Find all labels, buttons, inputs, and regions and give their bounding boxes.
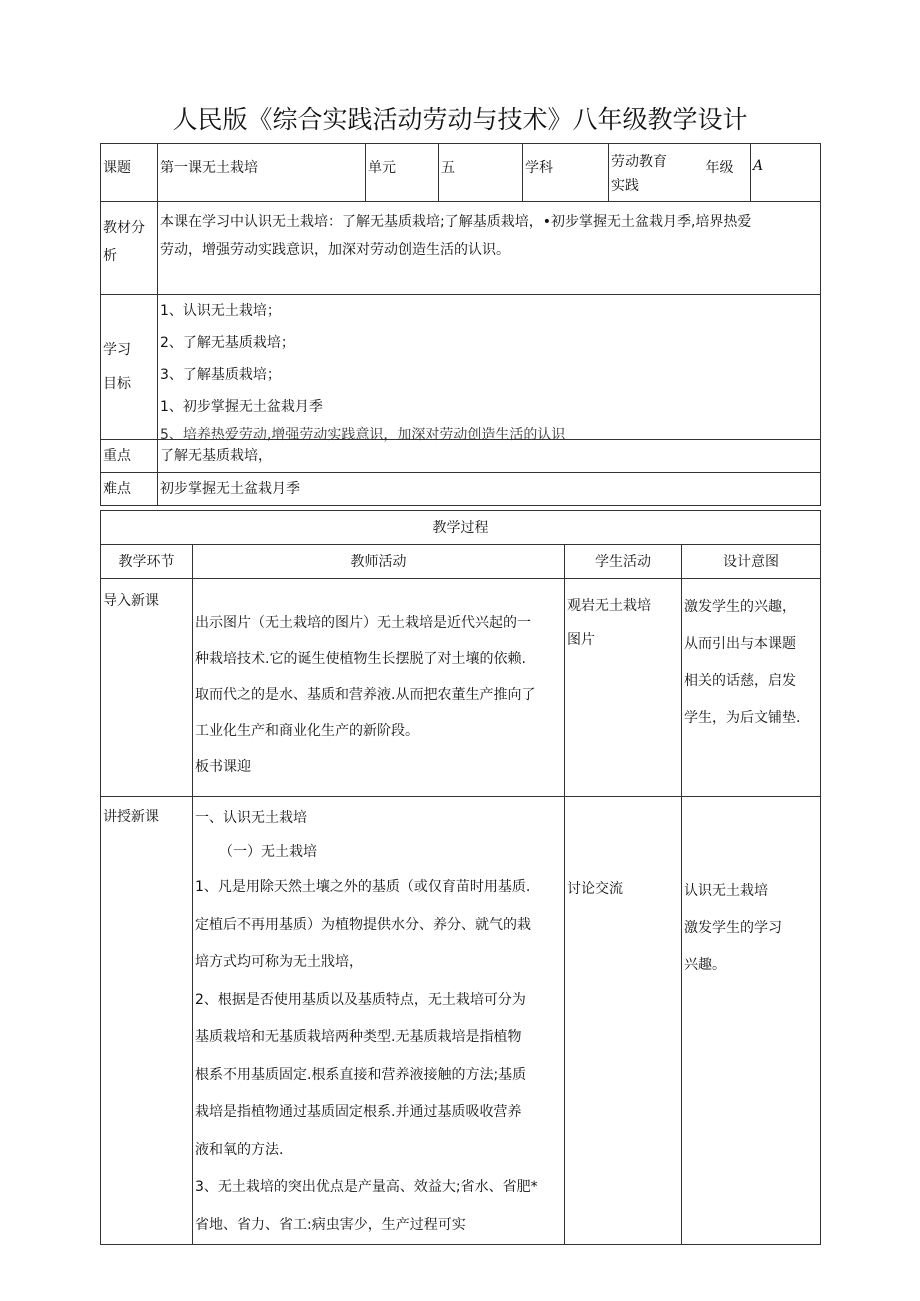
subject-value-line1: 劳动教育 <box>611 154 667 170</box>
document-title: 人民版《综合实践活动劳动与技术》八年级教学设计 <box>172 105 748 134</box>
subject-label: 学科 <box>523 144 609 202</box>
col-header-student: 学生活动 <box>565 545 682 579</box>
lecture-teacher-line: （一）无土栽培 <box>219 844 317 860</box>
topic-label: 课题 <box>101 144 158 202</box>
intro-teacher-line: 出示图片（无土栽培的图片）无土栽培是近代兴起的一 <box>195 615 531 631</box>
process-title: 教学过程 <box>101 511 821 545</box>
grade-value: A <box>751 144 821 202</box>
analysis-label-line1: 教材分 <box>103 220 145 236</box>
intro-teacher-line: 工业化生产和商业化生产的新阶段。 <box>195 723 419 739</box>
unit-value: 五 <box>439 144 523 202</box>
lecture-teacher-line: 2、根据是否使用基质以及基质特点，无土栽培可分为 <box>195 991 526 1008</box>
lecture-teacher-line: 培方式均可称为无土戕培， <box>195 954 363 970</box>
subject-value <box>609 144 704 202</box>
intro-teacher-line: 板书课迎 <box>195 759 251 775</box>
objective-item: 2、了解无基质栽培； <box>160 335 295 351</box>
objective-item: 1、认识无土栽培； <box>160 303 281 319</box>
objectives-label <box>101 295 158 440</box>
key-point-text: 了解无基质栽培， <box>158 440 821 473</box>
objective-item: 1、初步掌握无土盆栽月季 <box>160 399 323 415</box>
intro-teacher-line: 取而代之的是水、基质和营养液.从而把农董生产推向了 <box>195 687 536 703</box>
intro-student-line: 观岩无土栽培 <box>567 598 651 614</box>
lecture-teacher-line: 3、无土栽培的突出优点是产量高、效益大;省水、省肥* <box>195 1179 538 1195</box>
objective-item: 3、了解基质栽培； <box>160 367 281 383</box>
analysis-label-line2: 析 <box>103 248 117 264</box>
intro-stage: 导入新课 <box>101 579 193 797</box>
lecture-teacher <box>193 797 565 1245</box>
analysis-label <box>101 202 158 295</box>
process-table <box>100 510 821 1245</box>
intro-intent-line: 激发学生的兴趣， <box>684 599 796 615</box>
col-header-intent: 设计意图 <box>682 545 821 579</box>
col-header-teacher: 教师活动 <box>193 545 565 579</box>
intro-intent-line: 学生，为后文铺垫. <box>684 710 801 726</box>
lecture-student: 讨论交流 <box>565 797 682 1245</box>
intro-student <box>565 579 682 797</box>
lecture-teacher-line: 1、凡是用除天然土壤之外的基质（或仅育苗时用基质. <box>195 879 531 895</box>
analysis-text-line2: 劳动，增强劳动实践意识，加深对劳动创造生活的认识。 <box>160 242 510 258</box>
subject-value-line2: 实践 <box>611 178 639 194</box>
lecture-stage: 讲授新课 <box>101 797 193 1245</box>
objectives-label-line2: 目标 <box>103 376 131 392</box>
col-header-stage: 教学环节 <box>101 545 193 579</box>
lecture-teacher-line: 液和氧的方法. <box>195 1141 284 1158</box>
grade-label: 年级 <box>704 144 751 202</box>
difficulty-text: 初步掌握无土盆栽月季 <box>158 473 821 506</box>
lecture-intent-line: 认识无土栽培 <box>684 883 768 899</box>
lecture-intent-line: 兴趣。 <box>684 957 726 973</box>
lecture-teacher-line: 栽培是指植物通过基质固定根系.并通过基质吸收营养 <box>195 1104 522 1120</box>
lecture-intent <box>682 797 821 1245</box>
header-table <box>100 143 821 506</box>
intro-intent-line: 从而引出与本课题 <box>684 636 796 652</box>
analysis-text <box>158 202 821 295</box>
intro-teacher <box>193 579 565 797</box>
lecture-teacher-line: 一、认识无土栽培 <box>195 810 307 826</box>
objectives-label-line1: 学习 <box>103 342 131 358</box>
unit-label: 单元 <box>366 144 439 202</box>
intro-student-line: 图片 <box>567 632 595 648</box>
objectives-list <box>158 295 821 443</box>
lecture-intent-line: 激发学生的学习 <box>684 920 782 936</box>
difficulty-label: 难点 <box>101 473 158 506</box>
intro-intent <box>682 579 821 797</box>
key-point-label: 重点 <box>101 440 158 473</box>
lecture-teacher-line: 根系不用基质固定.根系直接和营养液接触的方法;基质 <box>195 1066 527 1083</box>
topic-value: 第一课无土栽培 <box>158 144 366 202</box>
analysis-text-line1: 本课在学习中认识无土栽培：了解无基质栽培;了解基质栽培，•初步掌握无土盆栽月季,培界热爱 <box>160 214 752 230</box>
lecture-teacher-line: 基质栽培和无基质栽培两种类型.无基质栽培是指植物 <box>195 1029 522 1045</box>
intro-teacher-line: 种栽培技术.它的诞生使植物生长摆脱了对土壤的依赖. <box>195 651 526 667</box>
intro-intent-line: 相关的话慈，启发 <box>684 673 796 689</box>
objective-item: 5、培养热爱劳动,增强劳动实践意识，加深对劳动创造生活的认识 <box>160 427 566 443</box>
lecture-teacher-line: 定植后不再用基质）为植物提供水分、养分、就气的栽 <box>195 916 531 933</box>
lecture-teacher-line: 省地、省力、省工:病虫害少，生产过程可实 <box>195 1216 466 1233</box>
